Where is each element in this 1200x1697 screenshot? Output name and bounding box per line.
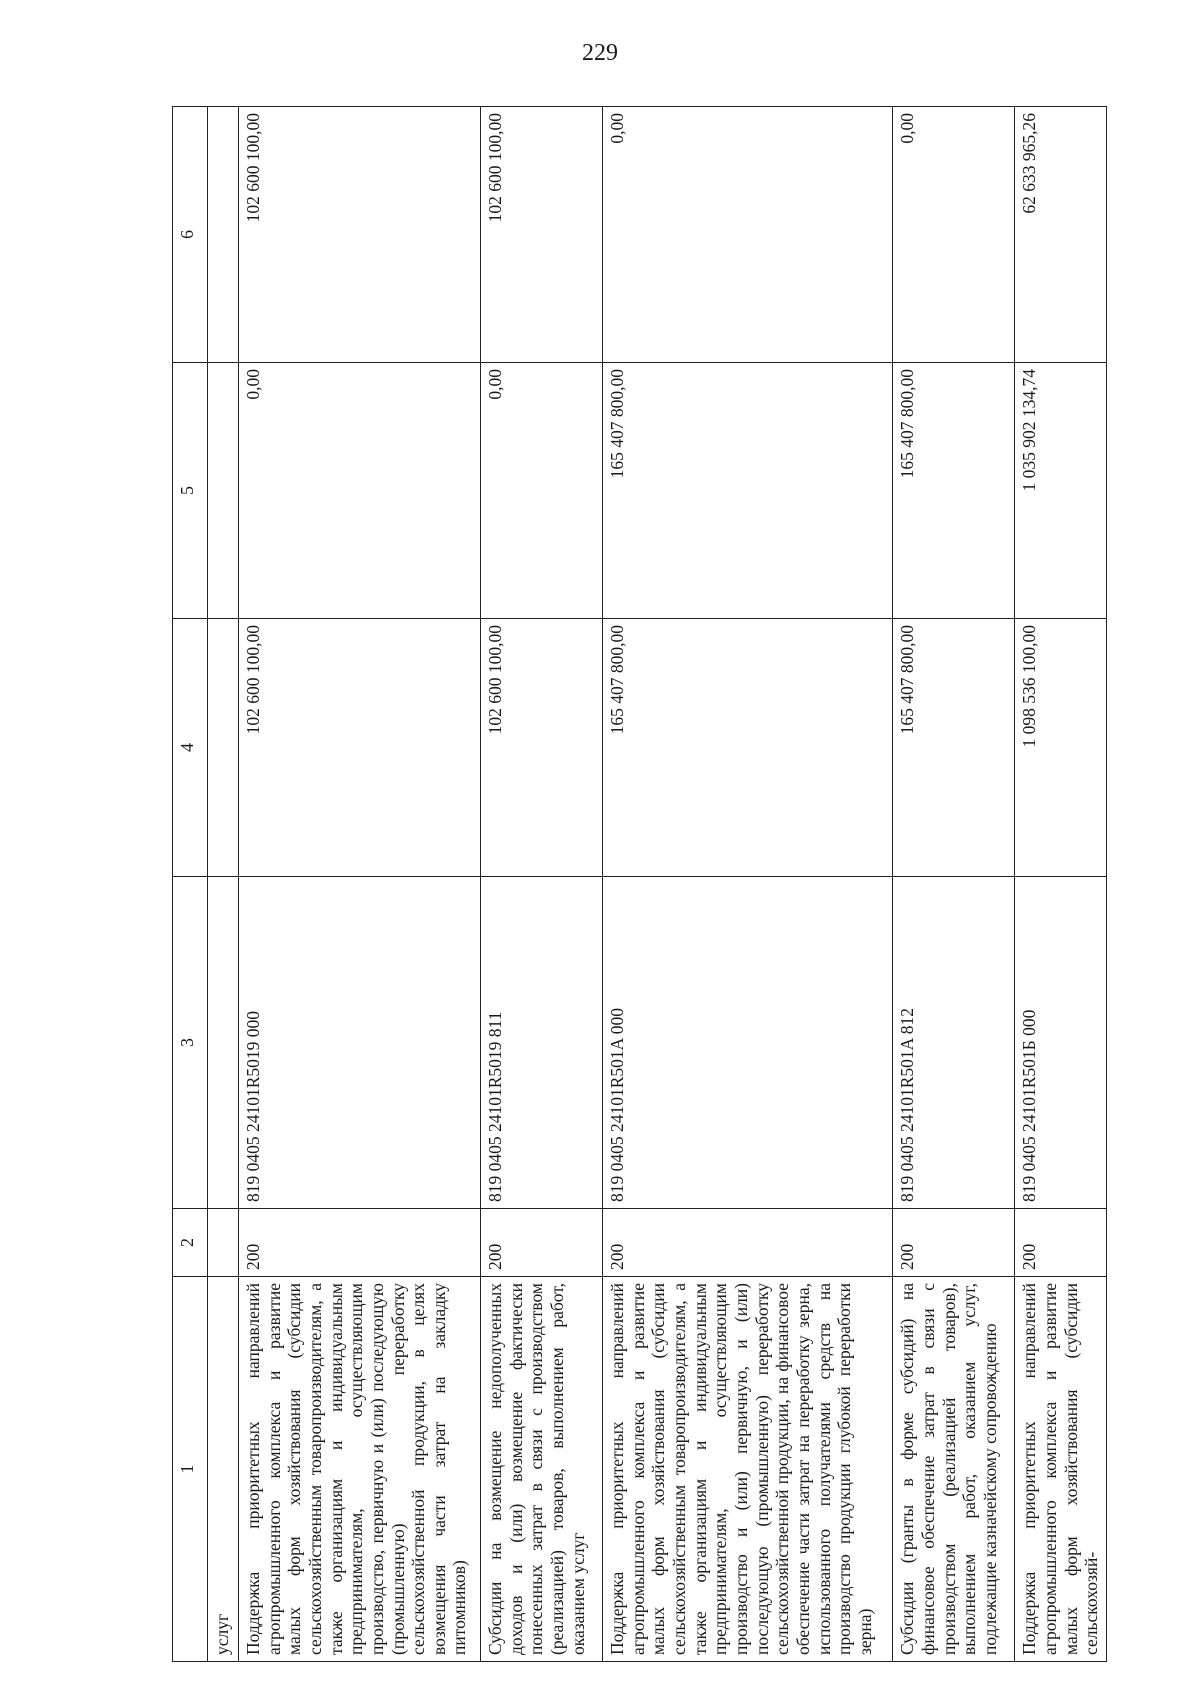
row-amount-6: 102 600 100,00 [481, 107, 603, 363]
column-number: 5 [173, 363, 208, 619]
continuation-text: услуг [208, 1277, 239, 1662]
row-amount-5: 165 407 800,00 [893, 363, 1015, 619]
column-number: 1 [173, 1277, 208, 1662]
row-amount-4: 165 407 800,00 [893, 619, 1015, 877]
table-row [481, 107, 603, 1662]
row-amount-5: 1 035 902 134,74 [1015, 363, 1107, 619]
row-code: 819 0405 24101R501Б 000 [1015, 877, 1107, 1209]
row-c2: 200 [481, 1209, 603, 1277]
budget-table [172, 106, 1107, 1662]
row-amount-5: 0,00 [481, 363, 603, 619]
column-number: 4 [173, 619, 208, 877]
row-amount-6: 0,00 [603, 107, 893, 363]
row-amount-6: 0,00 [893, 107, 1015, 363]
table-row [893, 107, 1015, 1662]
row-code: 819 0405 24101R5019 000 [239, 877, 481, 1209]
column-number: 3 [173, 877, 208, 1209]
row-amount-4: 102 600 100,00 [481, 619, 603, 877]
row-c2: 200 [239, 1209, 481, 1277]
column-number: 2 [173, 1209, 208, 1277]
table-row [239, 107, 481, 1662]
table-row [1015, 107, 1107, 1662]
row-amount-4: 1 098 536 100,00 [1015, 619, 1107, 877]
row-amount-5: 0,00 [239, 363, 481, 619]
row-c2: 200 [1015, 1209, 1107, 1277]
row-description: Поддержка приоритетных направлений агропромышленного комплекса и развитие малых форм хозяйствования (субсидии сельскохозяйственным товаропроизводителям, а также организациям и индивидуальным предпринимателям, осуществляющим производство и (или) первичную, и (или) последующую (промышленную) переработку сельскохозяйственной продукции, на финансовое обеспечение части затрат на переработку зерна, использованного получателями средств на производство продукции глубокой переработки зерна) [603, 1277, 893, 1662]
row-amount-4: 102 600 100,00 [239, 619, 481, 877]
column-number: 6 [173, 107, 208, 363]
continuation-row [208, 107, 239, 1662]
row-description: Субсидии на возмещение недополученных доходов и (или) возмещение фактически понесенных затрат в связи с производством (реализацией) товаров, выполнением работ, оказанием услуг [481, 1277, 603, 1662]
row-c2: 200 [603, 1209, 893, 1277]
column-number-row [173, 107, 208, 1662]
row-code: 819 0405 24101R5019 811 [481, 877, 603, 1209]
row-description: Субсидии (гранты в форме субсидий) на финансовое обеспечение затрат в связи с производством (реализацией товаров), выполнением работ, оказанием услуг, подлежащие казначейскому сопровождению [893, 1277, 1015, 1662]
row-amount-4: 165 407 800,00 [603, 619, 893, 877]
row-c2: 200 [893, 1209, 1015, 1277]
row-amount-6: 62 633 965,26 [1015, 107, 1107, 363]
rotated-table-container [172, 107, 1107, 1662]
row-amount-5: 165 407 800,00 [603, 363, 893, 619]
table-row [603, 107, 893, 1662]
page-number: 229 [582, 40, 618, 66]
row-description: Поддержка приоритетных направлений агропромышленного комплекса и развитие малых форм хозяйствования (субсидии сельскохозяйственным товаропроизводителям, а также организациям и индивидуальным предпринимателям, осуществляющим производство, первичную и (или) последующую (промышленную) переработку сельскохозяйственной продукции, в целях возмещения части затрат на закладку питомников) [239, 1277, 481, 1662]
row-code: 819 0405 24101R501A 000 [603, 877, 893, 1209]
row-amount-6: 102 600 100,00 [239, 107, 481, 363]
row-description: Поддержка приоритетных направлений агропромышленного комплекса и развитие малых форм хозяйствования (субсидии сельскохозяй- [1015, 1277, 1107, 1662]
row-code: 819 0405 24101R501A 812 [893, 877, 1015, 1209]
